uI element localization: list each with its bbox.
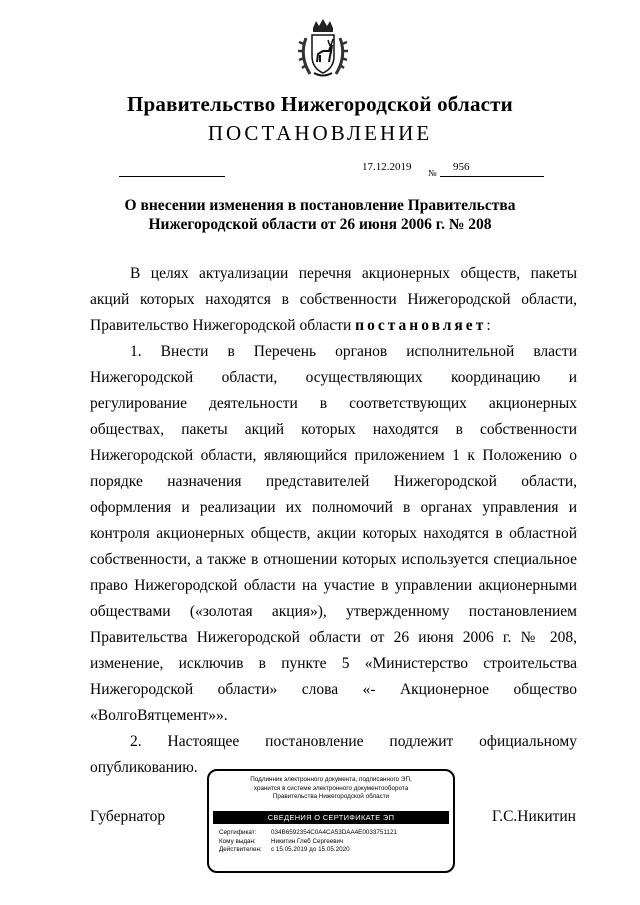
valid-value: с 15.05.2019 до 15.05.2020 [271, 846, 350, 853]
intro-text: В целях актуализации перечня акционерных обществ, пакеты акций которых находятся в собственности Нижегородской области, Правительство Нижегородской области [90, 265, 577, 334]
stamp-line-1: Подлинник электронного документа, подписанного ЭП, [250, 776, 412, 783]
item-1-paragraph: 1. Внести в Перечень органов исполнительной власти Нижегородской области, осуществляющих координацию и регулирование деятельности в соответствующих акционерных обществах, пакеты акций которых находятся в собственности Нижегородской области, являющийся приложением 1 к Положению о порядке назначения представителей Нижегородской области, оформления и реализации их полномочий в органах управления и контроля акционерных обществ, акции которых находятся в областной собственности, а также в отношении которых используется специальное право Нижегородской области на участие в управлении акционерными обществами («золотая акция»), утвержденному постановлением Правительства Нижегородской области от 26 июня 2006 г. № 208, изменение, исключив в пункте 5 «Министерство строительства Нижегородской области» слова «- Акционерное общество «ВолгоВятцемент»». [90, 343, 577, 724]
subject-line-2: Нижегородской области от 26 июня 2006 г. № 208 [148, 216, 492, 233]
issued-label: Кому выдан: [219, 837, 256, 845]
stamp-valid-row [219, 846, 449, 855]
nizhny-novgorod-coat-of-arms-icon [296, 18, 350, 80]
intro-paragraph [90, 261, 577, 339]
number-label: № [428, 168, 437, 178]
signer-title: Губернатор [90, 808, 166, 825]
issued-value: Никитин Глеб Сергеевич [271, 837, 344, 845]
cert-label: Сертификат: [219, 829, 257, 836]
number-underline [440, 176, 544, 177]
document-number: 956 [453, 161, 470, 173]
stamp-cert-row [219, 829, 449, 838]
blank-line-left [119, 176, 225, 177]
stamp-line-3: Правительства Нижегородской области [272, 793, 390, 800]
item-2-paragraph: 2. Настоящее постановление подлежит официальному опубликованию. [90, 733, 577, 776]
document-subject [60, 196, 580, 234]
signer-name: Г.С.Никитин [492, 808, 576, 825]
valid-label: Действителен: [219, 846, 262, 853]
stamp-details [219, 829, 449, 855]
intro-colon: : [486, 317, 491, 334]
document-body [90, 261, 577, 781]
document-date: 17.12.2019 [362, 161, 412, 173]
document-type: ПОСТАНОВЛЕНИЕ [207, 121, 433, 145]
stamp-line-2: хранится в системе электронного документооборота [253, 784, 409, 792]
electronic-signature-stamp [207, 769, 455, 873]
cert-value: 034B6592354C0A4CA53DAA4E0033751121 [271, 829, 397, 836]
government-title: Правительство Нижегородской области [127, 92, 513, 116]
decree-word: постановляет [355, 317, 487, 334]
stamp-issued-row [219, 838, 449, 847]
stamp-band: СВЕДЕНИЯ О СЕРТИФИКАТЕ ЭП [213, 811, 449, 824]
stamp-header [213, 776, 449, 802]
subject-line-1: О внесении изменения в постановление Правительства [124, 197, 516, 214]
